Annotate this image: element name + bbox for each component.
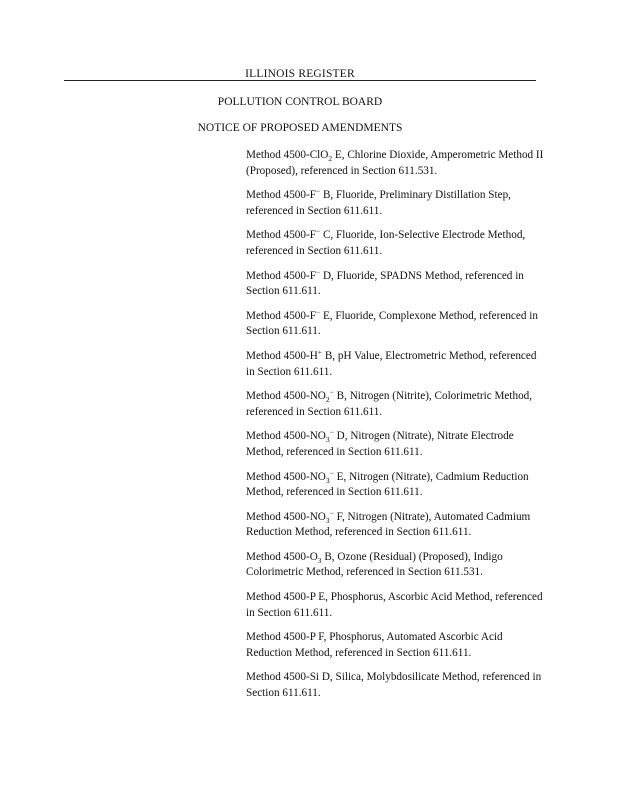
method-entry — [246, 590, 546, 621]
method-entry-text: Method 4500-NO — [246, 430, 326, 443]
method-entry — [246, 630, 546, 661]
method-entry — [246, 467, 546, 501]
method-entry-text: Method 4500-P F, Phosphorus, Automated Ascorbic Acid Reduction Method, referenced in Section 611.611. — [246, 631, 503, 659]
method-entry-description: E, Fluoride, Complexone Method, referenced in Section 611.611. — [246, 309, 538, 338]
method-entry-description: B, Fluoride, Preliminary Distillation Step, referenced in Section 611.611. — [246, 189, 511, 217]
method-entry-text: Method 4500-F — [246, 189, 316, 202]
method-entry-description: D, Nitrogen (Nitrate), Nitrate Electrode Method, referenced in Section 611.611. — [246, 430, 514, 458]
method-entry-description: C, Fluoride, Ion-Selective Electrode Method, referenced in Section 611.611. — [246, 229, 526, 257]
method-subscript: 3 — [325, 475, 330, 485]
method-superscript: − — [329, 427, 334, 437]
method-superscript: − — [315, 266, 321, 276]
method-entry-text: Method 4500-P E, Phosphorus, Ascorbic Acid Method, referenced in Section 611.611. — [246, 591, 543, 619]
method-superscript: − — [329, 467, 334, 477]
method-entry-description: F, Nitrogen (Nitrate), Automated Cadmium Reduction Method, referenced in Section 611.611. — [246, 510, 531, 539]
method-superscript: − — [329, 387, 334, 397]
method-superscript: − — [315, 186, 321, 196]
method-entry — [246, 349, 546, 380]
method-subscript: 2 — [328, 154, 333, 164]
method-entry — [246, 429, 546, 460]
board-heading: POLLUTION CONTROL BOARD — [217, 96, 383, 108]
method-entry-description: B, Ozone (Residual) (Proposed), Indigo Colorimetric Method, referenced in Section 611.531. — [246, 550, 503, 579]
method-entry — [246, 309, 546, 340]
method-entry-text: Method 4500-NO — [246, 510, 326, 523]
method-entry-description: D, Fluoride, SPADNS Method, referenced in Section 611.611. — [246, 269, 524, 298]
method-subscript: 2 — [325, 395, 330, 405]
method-subscript: 3 — [317, 556, 322, 566]
method-entry-text: Method 4500-H — [246, 349, 318, 362]
method-entry-text: Method 4500-F — [246, 229, 316, 242]
method-entry — [246, 266, 546, 300]
method-entry — [246, 670, 546, 701]
method-entry-description: B, Nitrogen (Nitrite), Colorimetric Method, referenced in Section 611.611. — [246, 390, 533, 418]
method-superscript: − — [315, 307, 321, 317]
method-entry-text: Method 4500-NO — [246, 470, 326, 483]
method-entry-text: Method 4500-NO — [246, 390, 326, 403]
method-entry — [246, 507, 546, 541]
method-superscript: − — [315, 226, 321, 236]
register-title: ILLINOIS REGISTER — [245, 68, 355, 80]
method-entry-text: Method 4500-Si D, Silica, Molybdosilicate Method, referenced in Section 611.611. — [246, 671, 542, 700]
method-subscript: 3 — [325, 515, 330, 525]
method-entry-description: E, Chlorine Dioxide, Amperometric Method II (Proposed), referenced in Section 611.531. — [246, 149, 544, 177]
method-entry — [246, 389, 546, 420]
method-entry-text: Method 4500-ClO — [246, 149, 329, 161]
method-entry — [246, 228, 546, 259]
method-list — [246, 148, 546, 711]
header-rule — [64, 80, 536, 81]
method-subscript: 3 — [325, 435, 330, 445]
method-entry — [246, 550, 546, 581]
method-superscript: + — [317, 347, 323, 357]
method-entry — [246, 148, 546, 179]
method-entry-text: Method 4500-F — [246, 309, 316, 322]
method-entry-description: E, Nitrogen (Nitrate), Cadmium Reduction Method, referenced in Section 611.611. — [246, 470, 529, 499]
method-entry-text: Method 4500-F — [246, 269, 316, 282]
method-entry-description: B, pH Value, Electrometric Method, referenced in Section 611.611. — [246, 349, 537, 378]
notice-heading: NOTICE OF PROPOSED AMENDMENTS — [197, 122, 403, 134]
method-entry-text: Method 4500-O — [246, 550, 318, 563]
method-superscript: − — [329, 507, 334, 517]
method-entry — [246, 188, 546, 219]
